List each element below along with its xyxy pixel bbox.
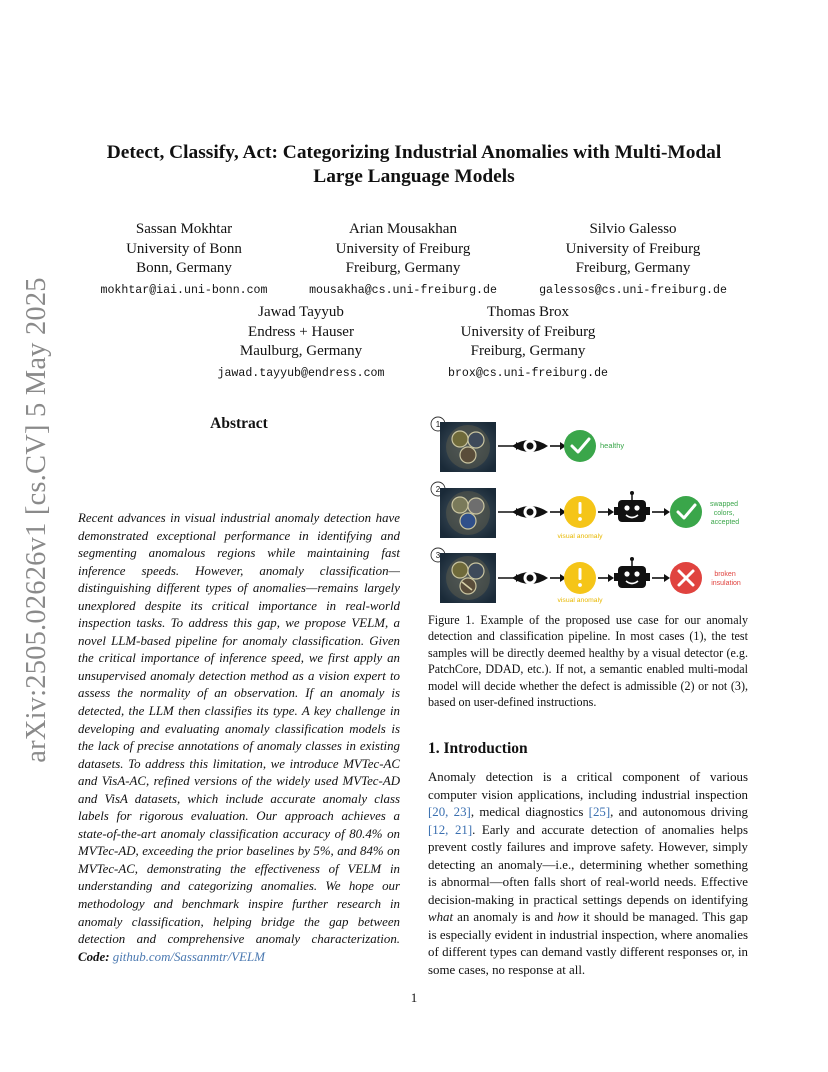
outcome-line: accepted xyxy=(710,519,740,526)
cable-sample-image xyxy=(440,422,496,472)
citation-link[interactable]: [20, 23] xyxy=(428,805,471,820)
visual-anomaly-label: visual anomaly xyxy=(557,533,603,540)
author-block xyxy=(418,303,638,383)
figure-row-2 xyxy=(431,482,740,540)
citation-link[interactable]: [25] xyxy=(588,805,611,820)
eye-icon xyxy=(512,506,548,519)
author-affiliation: Endress + Hauser xyxy=(248,323,354,340)
figure-row-1 xyxy=(431,417,624,472)
section-heading-introduction: 1. Introduction xyxy=(428,740,528,757)
cable-sample-image xyxy=(440,488,496,538)
code-label: Code: xyxy=(78,949,110,964)
step-number: 1 xyxy=(435,420,441,429)
figure-row-3 xyxy=(431,548,741,604)
abstract-paragraph: Recent advances in visual industrial anomaly detection have demonstrated exceptional performance in identifying and segmenting anomalous regions while maintaining fast inference speeds. However, anomaly classification—distinguishing different types of anomalies—remains largely unexplored despite its critical importance in real-world inspection tasks. To address this gap, we propose VELM, a novel LLM-based pipeline for anomaly classification. Given the critical importance of inference speed, we first apply an unsupervised anomaly detection method as a vision expert to assess the normality of an observation. If an anomaly is detected, the LLM then classifies its type. A key challenge in developing and evaluating anomaly classification models is the lack of precise annotations of anomaly classes in existing datasets. To address this limitation, we introduce MVTec-AC and VisA-AC, refined versions of the widely used MVTec-AD and VisA datasets, which include accurate anomaly class labels for rigorous evaluation. Our approach achieves a state-of-the-art anomaly classification accuracy of 80.4% on MVTec-AD, exceeding the prior baselines by 5%, and 84% on MVTec-AC, demonstrating the effectiveness of VELM in understanding and categorizing anomalies. We hope our methodology and benchmark inspire further research in anomaly classification, helping bridge the gap between detection and comprehensive anomaly characterization. xyxy=(78,511,400,947)
check-icon xyxy=(564,430,596,462)
author-location: Freiburg, Germany xyxy=(575,260,691,276)
author-affiliation: University of Freiburg xyxy=(565,240,701,257)
abstract-text xyxy=(78,510,400,966)
intro-text: , and autonomous driving xyxy=(610,805,748,820)
author-block xyxy=(201,303,401,383)
eye-icon xyxy=(512,440,548,453)
author-affiliation: University of Freiburg xyxy=(335,240,471,257)
outcome-line: colors, xyxy=(713,510,735,517)
intro-text: , medical diagnostics xyxy=(470,805,589,820)
figure-1 xyxy=(426,412,756,608)
paper-title xyxy=(60,141,768,189)
outcome-line: swapped xyxy=(710,501,739,508)
step-number: 3 xyxy=(435,551,441,560)
alert-icon xyxy=(564,496,596,528)
author-block xyxy=(84,220,284,300)
author-email: mokhtar@iai.uni-bonn.com xyxy=(100,283,268,297)
author-affiliation: University of Freiburg xyxy=(460,323,596,340)
cross-icon xyxy=(670,562,702,594)
outcome-label xyxy=(710,501,740,526)
alert-icon xyxy=(564,562,596,594)
author-location: Freiburg, Germany xyxy=(470,343,586,359)
robot-icon xyxy=(614,491,650,522)
robot-icon xyxy=(614,557,650,588)
intro-text: an anomaly is and xyxy=(453,910,558,925)
outcome-line: insulation xyxy=(711,580,741,587)
author-email: brox@cs.uni-freiburg.de xyxy=(447,366,609,380)
author-block xyxy=(523,220,743,300)
abstract-heading: Abstract xyxy=(210,415,268,432)
citation-link[interactable]: [12, 21] xyxy=(428,822,473,837)
outcome-line: broken xyxy=(714,571,736,578)
figure-caption: Figure 1. Example of the proposed use case for our anomaly detection and classification pipeline. In most cases (1), the test samples will be directly deemed healthy by a visual detector (e.g. PatchCore, DDAD, etc.). If not, a semantic enabled multi-modal model will decide whether the defect is admissible (2) or not (3), based on user-defined instructions. xyxy=(428,613,748,710)
title-line-1: Detect, Classify, Act: Categorizing Industrial Anomalies with Multi-Modal xyxy=(106,142,722,163)
intro-paragraph xyxy=(428,769,748,980)
author-email: mousakha@cs.uni-freiburg.de xyxy=(309,283,497,297)
author-block xyxy=(293,220,513,300)
arxiv-id: arXiv:2505.02626v1 [cs.CV] 5 May 2025 xyxy=(21,277,52,763)
author-name: Jawad Tayyub xyxy=(258,304,344,320)
visual-anomaly-label: visual anomaly xyxy=(557,597,603,604)
author-name: Arian Mousakhan xyxy=(349,221,457,237)
page-number: 1 xyxy=(410,990,418,1005)
author-location: Maulburg, Germany xyxy=(239,343,363,359)
author-location: Bonn, Germany xyxy=(136,260,232,276)
eye-icon xyxy=(512,572,548,585)
author-location: Freiburg, Germany xyxy=(345,260,461,276)
author-name: Thomas Brox xyxy=(486,304,570,320)
author-email: galessos@cs.uni-freiburg.de xyxy=(539,283,727,297)
intro-text: it should be managed. This gap is especially evident in industrial inspection, where anomalies of different types can demand vastly different responses or, in some cases, no response at all. xyxy=(428,910,748,978)
author-email: jawad.tayyub@endress.com xyxy=(217,366,385,380)
cable-sample-image xyxy=(440,553,496,603)
author-name: Sassan Mokhtar xyxy=(135,221,233,237)
check-icon xyxy=(670,496,702,528)
emphasis: how xyxy=(557,910,579,925)
outcome-label: healthy xyxy=(600,441,625,450)
outcome-label xyxy=(711,571,741,587)
step-number: 2 xyxy=(435,485,441,494)
author-name: Silvio Galesso xyxy=(589,221,677,237)
code-link[interactable]: github.com/Sassanmtr/VELM xyxy=(112,949,265,964)
title-line-2: Large Language Models xyxy=(313,166,515,187)
intro-text: Anomaly detection is a critical component of various computer vision applications, including industrial inspection xyxy=(428,770,748,802)
intro-text: . Early and accurate detection of anomalies helps prevent costly failures and improve safety. However, simply detecting an anomaly—i.e., determining whether something is abnormal—often falls short of real-world needs. Effective decision-making in practical settings depends on identifying xyxy=(428,822,748,907)
author-affiliation: University of Bonn xyxy=(126,240,242,257)
emphasis: what xyxy=(428,910,454,925)
